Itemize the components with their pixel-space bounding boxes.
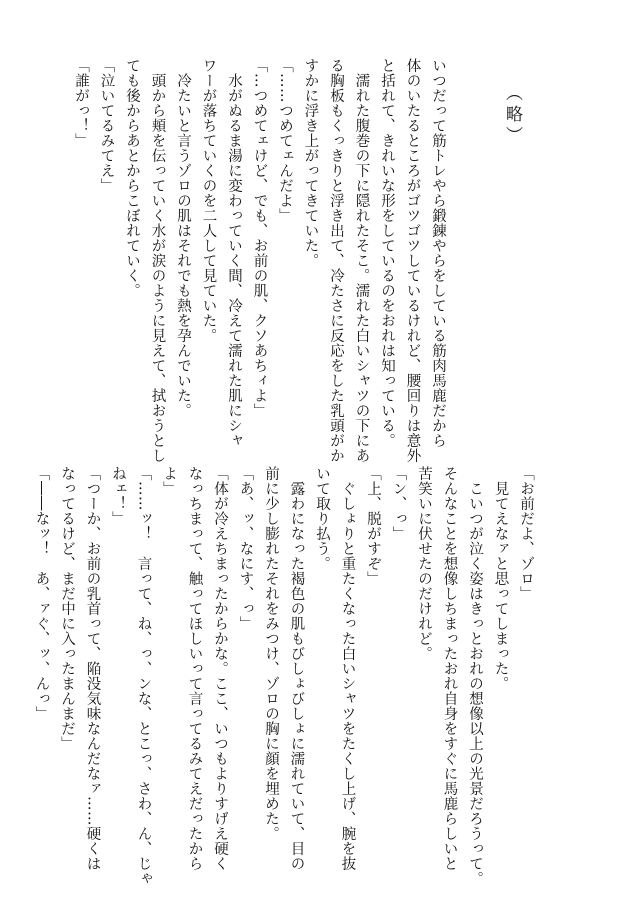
text-line: 「ン、っ」 bbox=[390, 466, 407, 541]
text-line: 冷たいと言うゾロの肌はそれでも熱を孕んでいた。 bbox=[175, 58, 191, 418]
text-line: 苦笑いに伏せたのだけれど。 bbox=[416, 466, 432, 661]
text-line: ても後からあとからこぼれていく。 bbox=[124, 58, 140, 298]
text-line: 「泣いてるみてえ」 bbox=[98, 58, 115, 193]
text-line: 頭から頬を伝っていく水が涙のように見えて、拭おうとし bbox=[149, 58, 166, 463]
text-line: ぐしょりと重たくなった白いシャツをたくし上げ、腕を抜 bbox=[339, 466, 356, 871]
text-line: 「上、脱がすぞ」 bbox=[365, 466, 381, 586]
text-line: 「――なッ！ あ、ァぐ、ッ、んっ」 bbox=[33, 466, 50, 721]
text-line: いて取り払う。 bbox=[314, 466, 330, 571]
omitted-heading: （略） bbox=[502, 84, 522, 147]
text-line: すかに浮き上がってきていた。 bbox=[302, 58, 319, 268]
text-line: 体のいたるところがゴツゴツしているけれど、腰回りは意外 bbox=[404, 58, 421, 463]
text-line: 濡れた腹巻の下に隠れたそこ。濡れた白いシャツの下にあ bbox=[353, 58, 370, 463]
text-line: よ」 bbox=[161, 466, 177, 496]
text-line: なっちまって、触ってほしいって言ってるみてえだったから bbox=[186, 466, 203, 871]
text-line: 前に少し膨れたそれをみつけ、ゾロの胸に顔を埋めた。 bbox=[263, 466, 279, 841]
text-line: こいつが泣く姿はきっとおれの想像以上の光景だろうって。 bbox=[467, 466, 483, 886]
text-block-lower bbox=[28, 466, 538, 886]
text-line: いつだって筋トレやら鍛錬やらをしている筋肉馬鹿だから bbox=[430, 58, 446, 448]
text-line: なってるけど、まだ中に入ったまんまだ」 bbox=[59, 466, 75, 751]
text-line: 「……つめてェんだよ」 bbox=[277, 58, 293, 223]
text-line: そんなことを想像しちまったおれ自身をすぐに馬鹿らしいと bbox=[441, 466, 458, 871]
text-line: 露わになった褐色の肌もびしょびしょに濡れていて、目の bbox=[288, 466, 305, 871]
text-block-upper bbox=[68, 58, 451, 463]
text-line: 見てえなァと思ってしまった。 bbox=[492, 466, 509, 691]
text-line: 「体が冷えちまったからかな。ここ、いつもよりすげえ硬く bbox=[212, 466, 228, 871]
text-line: ワーが落ちていくのを二人して見ていた。 bbox=[200, 58, 217, 343]
text-line: 水がぬるま湯に変わっていく間、冷えて濡れた肌にシャ bbox=[226, 58, 242, 448]
text-line: と括れて、きれいな形をしているのをおれは知っている。 bbox=[379, 58, 395, 448]
text-line: 「お前だよ、ゾロ」 bbox=[518, 466, 534, 601]
text-line: 「誰がっ！」 bbox=[73, 58, 89, 148]
text-line: 「あ、ッ、なにす、っ」 bbox=[237, 466, 254, 631]
text-line: 「つーか、お前の乳首って、陥没気味なんだなァ……硬くは bbox=[84, 466, 101, 871]
text-line: 「……ッ！ 言って、ね、っ、ンな、とこっ、さわ、ん、じゃ bbox=[135, 466, 152, 886]
text-line: る胸板もくっきりと浮き出て、冷たさに反応をした乳頭がか bbox=[328, 58, 344, 463]
text-line: 「…つめてェけど、でも、お前の肌、クソあちィよ」 bbox=[251, 58, 268, 418]
text-line: ねェ！」 bbox=[110, 466, 126, 526]
